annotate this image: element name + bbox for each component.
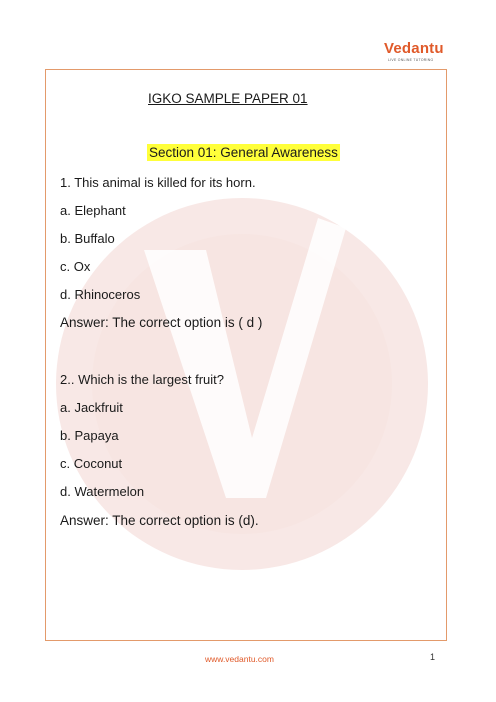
q2-option-d: d. Watermelon xyxy=(60,484,145,499)
q1-option-c: c. Ox xyxy=(60,259,91,274)
q1-answer: Answer: The correct option is ( d ) xyxy=(60,315,263,330)
vedantu-logo xyxy=(384,40,446,66)
q2-option-a: a. Jackfruit xyxy=(60,400,123,415)
q2-answer: Answer: The correct option is (d). xyxy=(60,513,259,528)
q1-option-a: a. Elephant xyxy=(60,203,126,218)
logo-tagline: LIVE ONLINE TUTORING xyxy=(388,58,434,62)
paper-title: IGKO SAMPLE PAPER 01 xyxy=(148,91,308,106)
footer-link[interactable]: www.vedantu.com xyxy=(205,654,274,664)
section-heading: Section 01: General Awareness xyxy=(149,145,338,160)
page-number: 1 xyxy=(430,652,436,662)
logo-wordmark: Vedantu xyxy=(384,40,444,57)
question-1: 1. This animal is killed for its horn. xyxy=(60,175,256,190)
q2-option-b: b. Papaya xyxy=(60,428,119,443)
question-2: 2.. Which is the largest fruit? xyxy=(60,372,225,387)
q1-option-b: b. Buffalo xyxy=(60,231,115,246)
q2-option-c: c. Coconut xyxy=(60,456,123,471)
q1-option-d: d. Rhinoceros xyxy=(60,287,141,302)
